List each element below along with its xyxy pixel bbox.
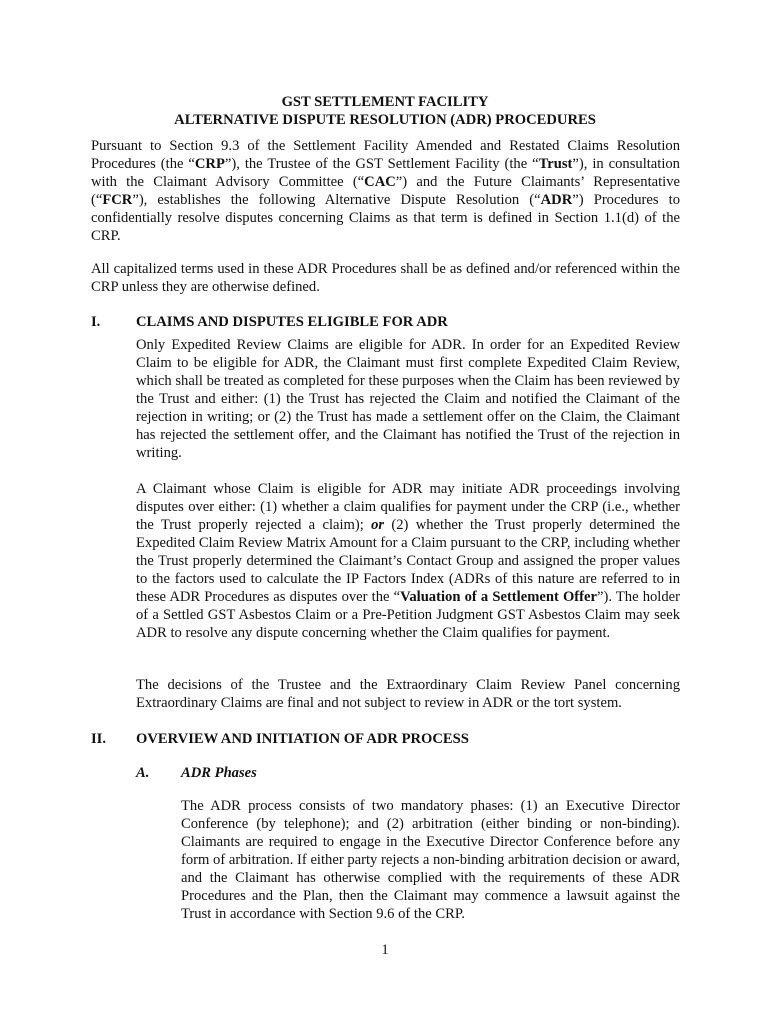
emphasis-text: Trust — [538, 156, 573, 172]
emphasis-text: FCR — [102, 192, 133, 208]
intro-paragraph-1: Pursuant to Section 9.3 of the Settlement Facility Amended and Restated Claims Resolution Procedures (the “CRP”), the Trustee of the GST Settlement Facility (the “Trust”), in consultation with the Claimant Advisory Committee (“CAC”) and the Future Claimants’ Representative (“FCR”), establishes the following Alternative Dispute Resolution (“ADR”) Procedures to confidentially resolve disputes concerning Claims as that term is defined in Section 1.1(d) of the CRP. — [91, 138, 680, 244]
emphasis-text: CAC — [364, 174, 396, 190]
page-number: 1 — [381, 942, 389, 958]
section-1-paragraph-3: The decisions of the Trustee and the Extraordinary Claim Review Panel concerning Extraordinary Claims are final and not subject to review in ADR or the tort system. — [136, 677, 680, 711]
section-1-paragraph-2: A Claimant whose Claim is eligible for ADR may initiate ADR proceedings involving disputes over either: (1) whether a claim qualifies for payment under the CRP (i.e., whether the Trust properly rejected a claim); or (2) whether the Trust properly determined the Expedited Claim Review Matrix Amount for a Claim pursuant to the CRP, including whether the Trust properly determined the Claimant’s Contact Group and assigned the proper values to the factors used to calculate the IP Factors Index (ADRs of this nature are referred to in these ADR Procedures as disputes over the “Valuation of a Settlement Offer”). The holder of a Settled GST Asbestos Claim or a Pre-Petition Judgment GST Asbestos Claim may seek ADR to resolve any dispute concerning whether the Claim qualifies for payment. — [136, 481, 681, 641]
emphasis-text: or — [371, 517, 385, 533]
section-1-paragraph-1: Only Expedited Review Claims are eligible for ADR. In order for an Expedited Review Claim to be eligible for ADR, the Claimant must first complete Expedited Claim Review, which shall be treated as completed for these purposes when the Claim has been reviewed by the Trust and either: (1) the Trust has rejected the Claim and notified the Claimant of the rejection in writing; or (2) the Trust has made a settlement offer on the Claim, the Claimant has rejected the settlement offer, and the Claimant has notified the Trust of the rejection in writing. — [136, 337, 680, 461]
emphasis-text: Valuation of a Settlement Offer — [400, 589, 597, 605]
document-title-line1: GST SETTLEMENT FACILITY — [281, 94, 489, 110]
section-2-paragraph-1: The ADR process consists of two mandatory phases: (1) an Executive Director Conference (by telephone); and (2) arbitration (either binding or non-binding). Claimants are required to engage in the Executive Director Conference before any form of arbitration. If either party rejects a non-binding arbitration decision or award, and the Claimant has otherwise complied with the requirements of these ADR Procedures and the Plan, then the Claimant may commence a lawsuit against the Trust in accordance with Section 9.6 of the CRP. — [181, 798, 680, 922]
emphasis-text: CRP — [194, 156, 225, 172]
section-2-title: OVERVIEW AND INITIATION OF ADR PROCESS — [136, 731, 469, 747]
section-1-title: CLAIMS AND DISPUTES ELIGIBLE FOR ADR — [136, 314, 448, 330]
section-1-number: I. — [91, 314, 101, 330]
intro-paragraph-2: All capitalized terms used in these ADR Procedures shall be as defined and/or referenced within the CRP unless they are otherwise defined. — [91, 261, 680, 295]
subsection-a-letter: A. — [136, 765, 150, 781]
document-title-line2: ALTERNATIVE DISPUTE RESOLUTION (ADR) PROCEDURES — [174, 112, 596, 128]
emphasis-text: ADR — [540, 192, 573, 208]
subsection-a-title: ADR Phases — [181, 765, 257, 781]
section-2-number: II. — [91, 731, 107, 747]
